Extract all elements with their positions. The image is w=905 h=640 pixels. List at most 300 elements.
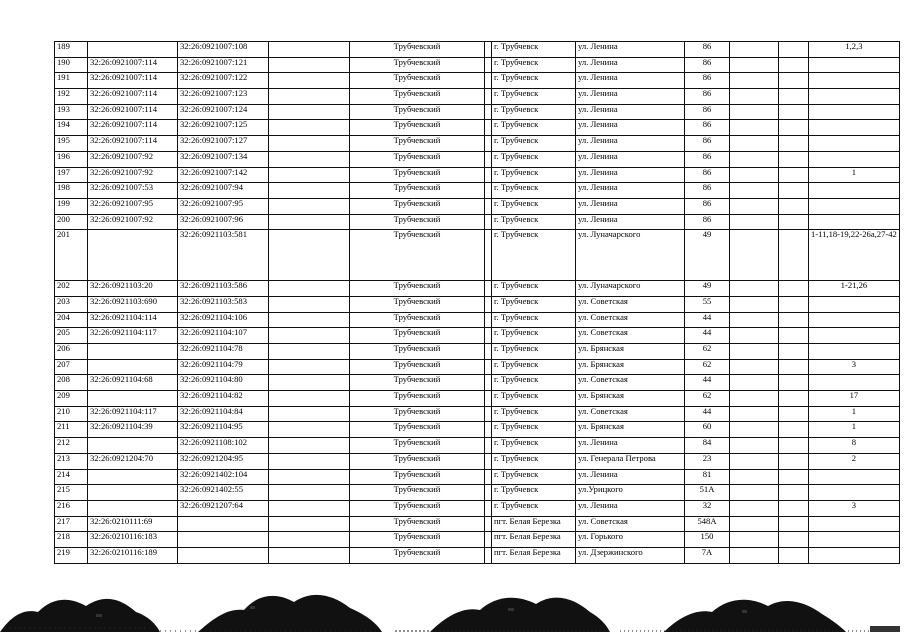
district-cell: Трубчевский	[350, 120, 485, 136]
blank-col-cell	[269, 296, 350, 312]
property-table	[54, 41, 900, 564]
street-cell: ул. Ленина	[576, 183, 685, 199]
blank-col-2-cell	[730, 57, 779, 73]
district-cell: Трубчевский	[350, 281, 485, 297]
district-cell: Трубчевский	[350, 375, 485, 391]
district-cell: Трубчевский	[350, 516, 485, 532]
spacer-col-cell	[485, 230, 492, 281]
house-number-cell: 49	[685, 230, 730, 281]
blank-col-3-cell	[779, 391, 809, 407]
apartments-cell	[809, 73, 900, 89]
blank-col-cell	[269, 547, 350, 563]
blank-col-2-cell	[730, 516, 779, 532]
blank-col-3-cell	[779, 328, 809, 344]
street-cell: ул. Горького	[576, 532, 685, 548]
blank-col-2-cell	[730, 151, 779, 167]
blank-col-2-cell	[730, 167, 779, 183]
blank-col-2-cell	[730, 183, 779, 199]
row-number-cell: 213	[55, 453, 88, 469]
object-number-cell: 32:26:0921104:107	[178, 328, 269, 344]
apartments-cell: 3	[809, 359, 900, 375]
street-cell: ул. Ленина	[576, 73, 685, 89]
spacer-col-cell	[485, 183, 492, 199]
object-number-cell	[178, 547, 269, 563]
house-number-cell: 60	[685, 422, 730, 438]
row-number-cell: 217	[55, 516, 88, 532]
spacer-col-cell	[485, 104, 492, 120]
district-cell: Трубчевский	[350, 406, 485, 422]
blank-col-3-cell	[779, 547, 809, 563]
street-cell: ул. Советская	[576, 406, 685, 422]
table-row	[55, 296, 900, 312]
locality-cell: г. Трубчевск	[492, 183, 576, 199]
row-number-cell: 202	[55, 281, 88, 297]
locality-cell: г. Трубчевск	[492, 359, 576, 375]
house-number-cell: 86	[685, 120, 730, 136]
parcel-number-cell	[88, 42, 178, 58]
blank-col-2-cell	[730, 136, 779, 152]
spacer-col-cell	[485, 453, 492, 469]
street-cell: ул. Ленина	[576, 120, 685, 136]
spacer-col-cell	[485, 532, 492, 548]
district-cell: Трубчевский	[350, 230, 485, 281]
object-number-cell: 32:26:0921007:95	[178, 198, 269, 214]
row-number-cell: 199	[55, 198, 88, 214]
spacer-col-cell	[485, 57, 492, 73]
house-number-cell: 86	[685, 136, 730, 152]
table-row	[55, 391, 900, 407]
row-number-cell: 207	[55, 359, 88, 375]
table-row	[55, 104, 900, 120]
blank-col-3-cell	[779, 73, 809, 89]
row-number-cell: 205	[55, 328, 88, 344]
apartments-cell: 1	[809, 422, 900, 438]
row-number-cell: 197	[55, 167, 88, 183]
district-cell: Трубчевский	[350, 547, 485, 563]
house-number-cell: 62	[685, 359, 730, 375]
object-number-cell: 32:26:0921104:78	[178, 344, 269, 360]
spacer-col-cell	[485, 136, 492, 152]
apartments-cell: 1,2,3	[809, 42, 900, 58]
parcel-number-cell: 32:26:0921007:92	[88, 214, 178, 230]
parcel-number-cell: 32:26:0921204:70	[88, 453, 178, 469]
table-row	[55, 406, 900, 422]
blank-col-3-cell	[779, 57, 809, 73]
street-cell: ул. Советская	[576, 296, 685, 312]
parcel-number-cell: 32:26:0921104:114	[88, 312, 178, 328]
locality-cell: г. Трубчевск	[492, 151, 576, 167]
blank-col-cell	[269, 532, 350, 548]
locality-cell: г. Трубчевск	[492, 375, 576, 391]
parcel-number-cell: 32:26:0921007:114	[88, 136, 178, 152]
table-row	[55, 136, 900, 152]
spacer-col-cell	[485, 438, 492, 454]
district-cell: Трубчевский	[350, 344, 485, 360]
blank-col-cell	[269, 214, 350, 230]
row-number-cell: 206	[55, 344, 88, 360]
spacer-col-cell	[485, 469, 492, 485]
parcel-number-cell: 32:26:0921104:68	[88, 375, 178, 391]
spacer-col-cell	[485, 328, 492, 344]
street-cell: ул. Луначарского	[576, 230, 685, 281]
blank-col-2-cell	[730, 359, 779, 375]
row-number-cell: 210	[55, 406, 88, 422]
street-cell: ул. Ленина	[576, 198, 685, 214]
district-cell: Трубчевский	[350, 328, 485, 344]
street-cell: ул. Луначарского	[576, 281, 685, 297]
table-row	[55, 167, 900, 183]
apartments-cell: 1	[809, 167, 900, 183]
row-number-cell: 212	[55, 438, 88, 454]
parcel-number-cell	[88, 359, 178, 375]
house-number-cell: 81	[685, 469, 730, 485]
house-number-cell: 86	[685, 57, 730, 73]
street-cell: ул. Ленина	[576, 438, 685, 454]
locality-cell: г. Трубчевск	[492, 136, 576, 152]
district-cell: Трубчевский	[350, 312, 485, 328]
parcel-number-cell	[88, 230, 178, 281]
locality-cell: г. Трубчевск	[492, 230, 576, 281]
blank-col-3-cell	[779, 516, 809, 532]
apartments-cell	[809, 547, 900, 563]
row-number-cell: 195	[55, 136, 88, 152]
scan-artifact-band	[0, 568, 905, 640]
blank-col-2-cell	[730, 547, 779, 563]
apartments-cell	[809, 532, 900, 548]
blank-col-2-cell	[730, 469, 779, 485]
blank-col-cell	[269, 406, 350, 422]
parcel-number-cell: 32:26:0921104:117	[88, 406, 178, 422]
object-number-cell: 32:26:0921104:80	[178, 375, 269, 391]
table-row	[55, 42, 900, 58]
row-number-cell: 192	[55, 89, 88, 105]
blank-col-cell	[269, 469, 350, 485]
blank-col-2-cell	[730, 328, 779, 344]
table-row	[55, 438, 900, 454]
house-number-cell: 7А	[685, 547, 730, 563]
spacer-col-cell	[485, 406, 492, 422]
locality-cell: г. Трубчевск	[492, 42, 576, 58]
object-number-cell: 32:26:0921007:124	[178, 104, 269, 120]
object-number-cell: 32:26:0921402:104	[178, 469, 269, 485]
district-cell: Трубчевский	[350, 296, 485, 312]
locality-cell: г. Трубчевск	[492, 296, 576, 312]
apartments-cell: 3	[809, 500, 900, 516]
spacer-col-cell	[485, 485, 492, 501]
parcel-number-cell	[88, 391, 178, 407]
blank-col-3-cell	[779, 453, 809, 469]
blank-col-3-cell	[779, 422, 809, 438]
object-number-cell: 32:26:0921103:583	[178, 296, 269, 312]
house-number-cell: 86	[685, 42, 730, 58]
house-number-cell: 86	[685, 73, 730, 89]
district-cell: Трубчевский	[350, 485, 485, 501]
blank-col-3-cell	[779, 214, 809, 230]
street-cell: ул. Дзержинского	[576, 547, 685, 563]
object-number-cell	[178, 516, 269, 532]
row-number-cell: 209	[55, 391, 88, 407]
object-number-cell: 32:26:0921007:123	[178, 89, 269, 105]
object-number-cell: 32:26:0921007:94	[178, 183, 269, 199]
house-number-cell: 86	[685, 151, 730, 167]
apartments-cell	[809, 57, 900, 73]
apartments-cell	[809, 136, 900, 152]
locality-cell: г. Трубчевск	[492, 120, 576, 136]
object-number-cell: 32:26:0921007:108	[178, 42, 269, 58]
table-row	[55, 532, 900, 548]
house-number-cell: 32	[685, 500, 730, 516]
house-number-cell: 49	[685, 281, 730, 297]
blank-col-3-cell	[779, 312, 809, 328]
parcel-number-cell: 32:26:0921104:39	[88, 422, 178, 438]
table-row	[55, 469, 900, 485]
apartments-cell: 1-21,26	[809, 281, 900, 297]
parcel-number-cell: 32:26:0921007:114	[88, 73, 178, 89]
locality-cell: г. Трубчевск	[492, 438, 576, 454]
blank-col-2-cell	[730, 42, 779, 58]
parcel-number-cell: 32:26:0921007:114	[88, 57, 178, 73]
blank-col-cell	[269, 375, 350, 391]
district-cell: Трубчевский	[350, 532, 485, 548]
locality-cell: г. Трубчевск	[492, 453, 576, 469]
spacer-col-cell	[485, 359, 492, 375]
street-cell: ул. Советская	[576, 516, 685, 532]
parcel-number-cell	[88, 469, 178, 485]
house-number-cell: 62	[685, 391, 730, 407]
spacer-col-cell	[485, 73, 492, 89]
row-number-cell: 196	[55, 151, 88, 167]
apartments-cell: 17	[809, 391, 900, 407]
blank-col-cell	[269, 42, 350, 58]
blank-col-cell	[269, 89, 350, 105]
object-number-cell	[178, 532, 269, 548]
house-number-cell: 86	[685, 198, 730, 214]
blank-col-cell	[269, 183, 350, 199]
table-row	[55, 500, 900, 516]
blank-col-2-cell	[730, 104, 779, 120]
locality-cell: пгт. Белая Березка	[492, 532, 576, 548]
table-row	[55, 151, 900, 167]
locality-cell: г. Трубчевск	[492, 214, 576, 230]
parcel-number-cell	[88, 344, 178, 360]
parcel-number-cell: 32:26:0921007:114	[88, 120, 178, 136]
table-row	[55, 183, 900, 199]
blank-col-cell	[269, 120, 350, 136]
street-cell: ул. Советская	[576, 328, 685, 344]
parcel-number-cell	[88, 500, 178, 516]
apartments-cell	[809, 469, 900, 485]
blank-col-cell	[269, 230, 350, 281]
street-cell: ул. Советская	[576, 375, 685, 391]
apartments-cell: 1-11,18-19,22-26а,27-42	[809, 230, 900, 281]
parcel-number-cell: 32:26:0210116:189	[88, 547, 178, 563]
street-cell: ул. Ленина	[576, 57, 685, 73]
parcel-number-cell	[88, 485, 178, 501]
house-number-cell: 84	[685, 438, 730, 454]
blank-col-3-cell	[779, 120, 809, 136]
street-cell: ул.Урицкого	[576, 485, 685, 501]
locality-cell: г. Трубчевск	[492, 312, 576, 328]
blank-col-cell	[269, 73, 350, 89]
district-cell: Трубчевский	[350, 391, 485, 407]
district-cell: Трубчевский	[350, 151, 485, 167]
register-sheet	[54, 41, 900, 564]
house-number-cell: 44	[685, 406, 730, 422]
table-row	[55, 485, 900, 501]
row-number-cell: 190	[55, 57, 88, 73]
table-row	[55, 453, 900, 469]
blank-col-3-cell	[779, 485, 809, 501]
spacer-col-cell	[485, 422, 492, 438]
parcel-number-cell	[88, 438, 178, 454]
parcel-number-cell: 32:26:0921007:114	[88, 89, 178, 105]
apartments-cell	[809, 485, 900, 501]
table-row	[55, 281, 900, 297]
spacer-col-cell	[485, 547, 492, 563]
spacer-col-cell	[485, 516, 492, 532]
house-number-cell: 86	[685, 214, 730, 230]
object-number-cell: 32:26:0921402:55	[178, 485, 269, 501]
apartments-cell: 8	[809, 438, 900, 454]
row-number-cell: 214	[55, 469, 88, 485]
blank-col-cell	[269, 485, 350, 501]
apartments-cell	[809, 89, 900, 105]
locality-cell: г. Трубчевск	[492, 167, 576, 183]
blank-col-cell	[269, 136, 350, 152]
blank-col-3-cell	[779, 344, 809, 360]
blank-col-2-cell	[730, 438, 779, 454]
spacer-col-cell	[485, 198, 492, 214]
blank-col-cell	[269, 500, 350, 516]
street-cell: ул. Советская	[576, 312, 685, 328]
spacer-col-cell	[485, 281, 492, 297]
apartments-cell	[809, 328, 900, 344]
table-row	[55, 73, 900, 89]
district-cell: Трубчевский	[350, 198, 485, 214]
blank-col-3-cell	[779, 136, 809, 152]
blank-col-3-cell	[779, 89, 809, 105]
street-cell: ул. Ленина	[576, 136, 685, 152]
locality-cell: г. Трубчевск	[492, 500, 576, 516]
locality-cell: г. Трубчевск	[492, 485, 576, 501]
blank-col-2-cell	[730, 422, 779, 438]
house-number-cell: 548А	[685, 516, 730, 532]
object-number-cell: 32:26:0921007:96	[178, 214, 269, 230]
blank-col-cell	[269, 151, 350, 167]
object-number-cell: 32:26:0921104:95	[178, 422, 269, 438]
street-cell: ул. Ленина	[576, 500, 685, 516]
apartments-cell	[809, 198, 900, 214]
table-row	[55, 120, 900, 136]
blank-col-cell	[269, 516, 350, 532]
parcel-number-cell: 32:26:0921007:114	[88, 104, 178, 120]
row-number-cell: 204	[55, 312, 88, 328]
blank-col-2-cell	[730, 391, 779, 407]
spacer-col-cell	[485, 89, 492, 105]
blank-col-3-cell	[779, 296, 809, 312]
object-number-cell: 32:26:0921104:79	[178, 359, 269, 375]
object-number-cell: 32:26:0921207:64	[178, 500, 269, 516]
blank-col-2-cell	[730, 532, 779, 548]
blank-col-3-cell	[779, 230, 809, 281]
parcel-number-cell: 32:26:0921007:53	[88, 183, 178, 199]
district-cell: Трубчевский	[350, 136, 485, 152]
district-cell: Трубчевский	[350, 73, 485, 89]
object-number-cell: 32:26:0921204:95	[178, 453, 269, 469]
row-number-cell: 198	[55, 183, 88, 199]
district-cell: Трубчевский	[350, 500, 485, 516]
blank-col-2-cell	[730, 214, 779, 230]
spacer-col-cell	[485, 312, 492, 328]
house-number-cell: 150	[685, 532, 730, 548]
house-number-cell: 86	[685, 89, 730, 105]
apartments-cell	[809, 214, 900, 230]
house-number-cell: 51А	[685, 485, 730, 501]
table-row	[55, 312, 900, 328]
blank-col-3-cell	[779, 532, 809, 548]
locality-cell: г. Трубчевск	[492, 469, 576, 485]
district-cell: Трубчевский	[350, 183, 485, 199]
row-number-cell: 216	[55, 500, 88, 516]
apartments-cell	[809, 296, 900, 312]
object-number-cell: 32:26:0921007:127	[178, 136, 269, 152]
apartments-cell: 1	[809, 406, 900, 422]
parcel-number-cell: 32:26:0921007:95	[88, 198, 178, 214]
blank-col-3-cell	[779, 359, 809, 375]
blank-col-cell	[269, 344, 350, 360]
object-number-cell: 32:26:0921104:84	[178, 406, 269, 422]
spacer-col-cell	[485, 391, 492, 407]
district-cell: Трубчевский	[350, 438, 485, 454]
spacer-col-cell	[485, 151, 492, 167]
row-number-cell: 208	[55, 375, 88, 391]
blank-col-cell	[269, 438, 350, 454]
blank-col-cell	[269, 391, 350, 407]
table-row	[55, 230, 900, 281]
street-cell: ул. Брянская	[576, 344, 685, 360]
house-number-cell: 86	[685, 167, 730, 183]
blank-col-2-cell	[730, 230, 779, 281]
blank-col-2-cell	[730, 281, 779, 297]
object-number-cell: 32:26:0921103:586	[178, 281, 269, 297]
blank-col-2-cell	[730, 198, 779, 214]
blank-col-cell	[269, 198, 350, 214]
blank-col-cell	[269, 57, 350, 73]
parcel-number-cell: 32:26:0921007:92	[88, 151, 178, 167]
blank-col-3-cell	[779, 167, 809, 183]
apartments-cell	[809, 312, 900, 328]
object-number-cell: 32:26:0921007:142	[178, 167, 269, 183]
blank-col-2-cell	[730, 296, 779, 312]
street-cell: ул. Брянская	[576, 391, 685, 407]
apartments-cell: 2	[809, 453, 900, 469]
table-row	[55, 214, 900, 230]
row-number-cell: 191	[55, 73, 88, 89]
apartments-cell	[809, 120, 900, 136]
table-row	[55, 344, 900, 360]
object-number-cell: 32:26:0921104:106	[178, 312, 269, 328]
apartments-cell	[809, 151, 900, 167]
blank-col-cell	[269, 422, 350, 438]
blank-col-3-cell	[779, 375, 809, 391]
blank-col-cell	[269, 312, 350, 328]
spacer-col-cell	[485, 344, 492, 360]
house-number-cell: 44	[685, 312, 730, 328]
locality-cell: г. Трубчевск	[492, 89, 576, 105]
house-number-cell: 44	[685, 375, 730, 391]
blank-col-cell	[269, 167, 350, 183]
parcel-number-cell: 32:26:0921103:690	[88, 296, 178, 312]
